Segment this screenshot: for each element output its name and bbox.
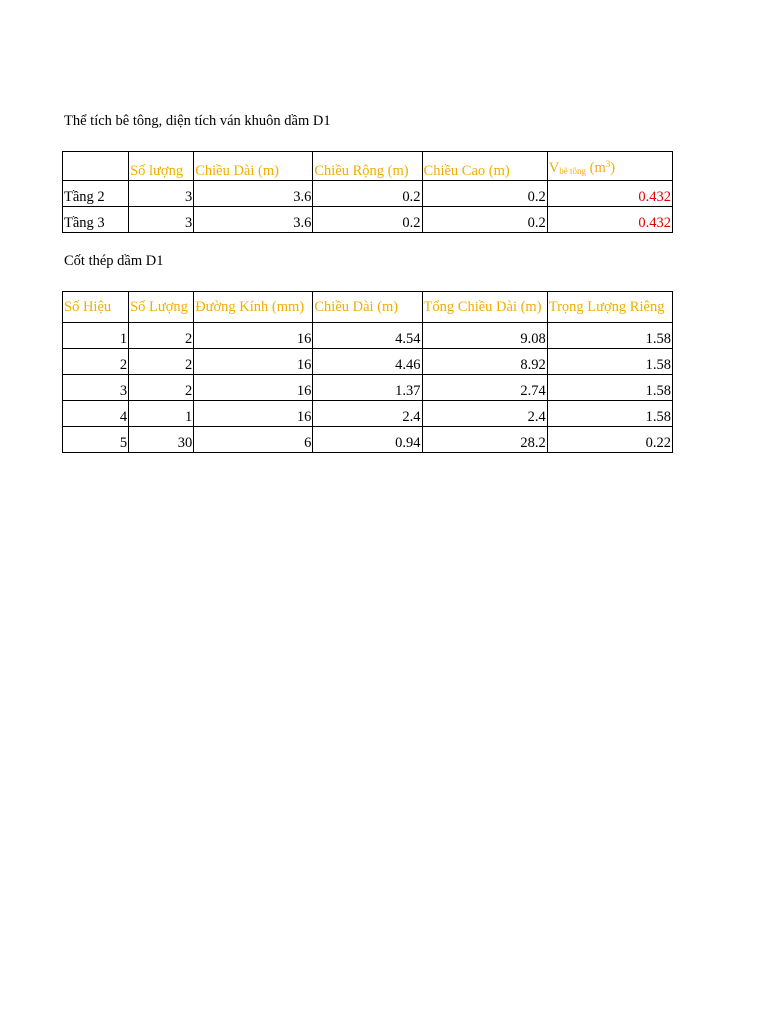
table-cell: 5: [63, 427, 129, 453]
table-cell: 4.54: [313, 323, 422, 349]
table-cell: 16: [194, 349, 313, 375]
rebar-table: [62, 291, 673, 453]
header-cell: Số lượng: [129, 152, 194, 181]
table-cell: 2: [129, 323, 194, 349]
row-label-cell: Tầng 3: [63, 207, 129, 233]
table-cell: 2: [63, 349, 129, 375]
table-cell: 1: [63, 323, 129, 349]
table-header-row: [63, 152, 673, 181]
volume-unit-superscript: 3: [605, 159, 611, 169]
table-header-row: [63, 292, 673, 323]
table-cell: 3.6: [194, 207, 313, 233]
table-cell: 8.92: [422, 349, 547, 375]
table-cell: 2: [129, 375, 194, 401]
table-cell: 1.58: [547, 401, 672, 427]
table-row: [63, 401, 673, 427]
table-cell: 1.37: [313, 375, 422, 401]
table-cell: 28.2: [422, 427, 547, 453]
volume-cell: 0.432: [547, 207, 672, 233]
table-row: [63, 375, 673, 401]
header-cell: Tổng Chiều Dài (m): [422, 292, 547, 323]
table-cell: 2.4: [422, 401, 547, 427]
row-label-cell: Tầng 2: [63, 181, 129, 207]
table-cell: 4: [63, 401, 129, 427]
table-cell: 1.58: [547, 349, 672, 375]
table-row: [63, 323, 673, 349]
table-cell: 2: [129, 349, 194, 375]
table-cell: 0.94: [313, 427, 422, 453]
volume-unit-open: (m: [585, 160, 606, 176]
header-cell: [63, 152, 129, 181]
table-cell: 1.58: [547, 323, 672, 349]
table-cell: 30: [129, 427, 194, 453]
header-cell: Đường Kính (mm): [194, 292, 313, 323]
concrete-section-title: Thể tích bê tông, diện tích ván khuôn dầm D1: [64, 113, 331, 129]
table-cell: 16: [194, 323, 313, 349]
table-cell: 16: [194, 375, 313, 401]
concrete-volume-table: [62, 151, 673, 233]
table-cell: 3: [129, 181, 194, 207]
header-cell: Số Lượng: [129, 292, 194, 323]
header-cell: Chiều Dài (m): [313, 292, 422, 323]
table-cell: 0.2: [422, 207, 547, 233]
table-row: [63, 207, 673, 233]
table-cell: 1: [129, 401, 194, 427]
table-cell: 9.08: [422, 323, 547, 349]
table-cell: 0.22: [547, 427, 672, 453]
volume-symbol: V: [548, 160, 560, 176]
table-cell: 3: [129, 207, 194, 233]
header-cell: Chiều Rộng (m): [313, 152, 422, 181]
volume-subscript: bê tông: [559, 166, 586, 176]
table-row: [63, 349, 673, 375]
volume-header-cell: [547, 152, 672, 181]
table-cell: 6: [194, 427, 313, 453]
table-cell: 2.4: [313, 401, 422, 427]
table-row: [63, 427, 673, 453]
table-cell: 0.2: [422, 181, 547, 207]
volume-cell: 0.432: [547, 181, 672, 207]
header-cell: Trọng Lượng Riêng: [547, 292, 672, 323]
table-row: [63, 181, 673, 207]
table-cell: 1.58: [547, 375, 672, 401]
table-cell: 16: [194, 401, 313, 427]
table-cell: 4.46: [313, 349, 422, 375]
table-cell: 3: [63, 375, 129, 401]
steel-section-title: Cốt thép dầm D1: [64, 253, 164, 269]
table-cell: 2.74: [422, 375, 547, 401]
volume-unit-close: ): [610, 160, 616, 176]
table-cell: 0.2: [313, 181, 422, 207]
header-cell: Chiều Cao (m): [422, 152, 547, 181]
table-cell: 3.6: [194, 181, 313, 207]
header-cell: Số Hiệu: [63, 292, 129, 323]
header-cell: Chiều Dài (m): [194, 152, 313, 181]
table-cell: 0.2: [313, 207, 422, 233]
